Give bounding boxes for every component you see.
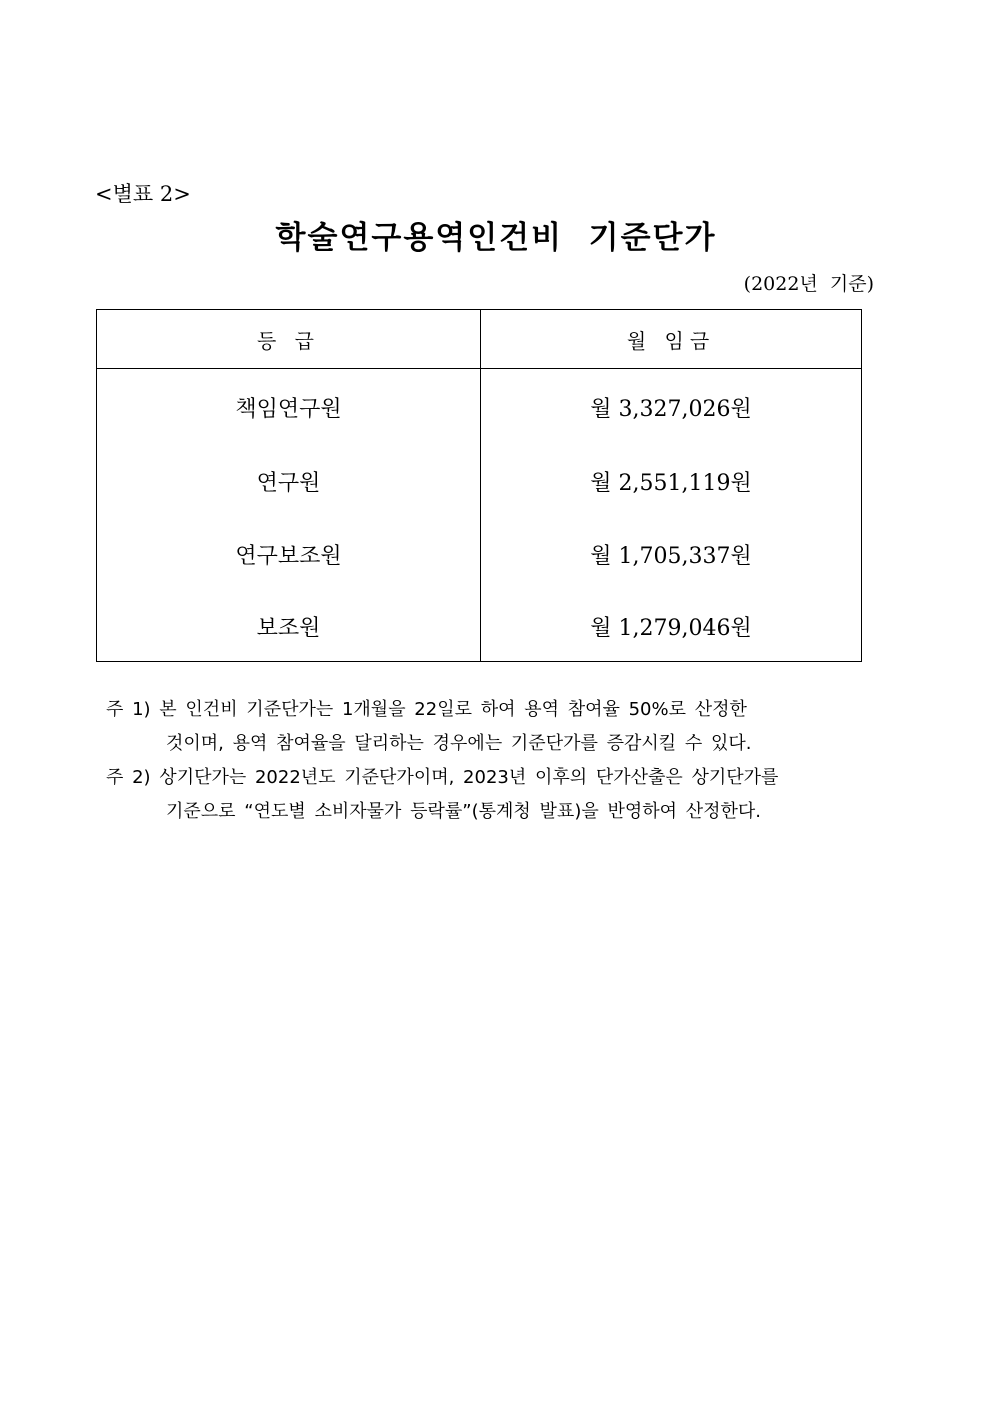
grade-cell: 책임연구원 [97,369,481,446]
basis-year-note: (2022년 기준) [743,273,874,295]
header-grade: 등 급 [97,310,481,369]
table-row [97,591,862,662]
wage-table [96,309,862,662]
grade-cell: 연구보조원 [97,518,481,591]
note-2-line-2: 기준으로 “연도별 소비자물가 등락률”(통계청 발표)을 반영하여 산정한다. [166,801,761,822]
wage-cell: 월 1,705,337원 [481,518,862,591]
note-2 [106,761,896,829]
note-1 [106,693,896,761]
document-title: 학술연구용역인건비 기준단가 [275,220,717,256]
note-1-line-1: 주 1) 본 인건비 기준단가는 1개월을 22일로 하여 용역 참여율 50%로 산정한 [106,699,747,720]
table-row [97,518,862,591]
wage-cell: 월 2,551,119원 [481,445,862,518]
wage-cell: 월 3,327,026원 [481,369,862,446]
note-2-line-1: 주 2) 상기단가는 2022년도 기준단가이며, 2023년 이후의 단가산출은 상기단가를 [106,767,779,788]
grade-cell: 연구원 [97,445,481,518]
table-row [97,369,862,446]
table-header-row [97,310,862,369]
grade-cell: 보조원 [97,591,481,662]
table-row [97,445,862,518]
note-1-line-2: 것이며, 용역 참여율을 달리하는 경우에는 기준단가를 증감시킬 수 있다. [166,733,752,754]
wage-cell: 월 1,279,046원 [481,591,862,662]
annex-label: <별표 2> [95,182,191,206]
header-monthly-wage: 월 임금 [481,310,862,369]
